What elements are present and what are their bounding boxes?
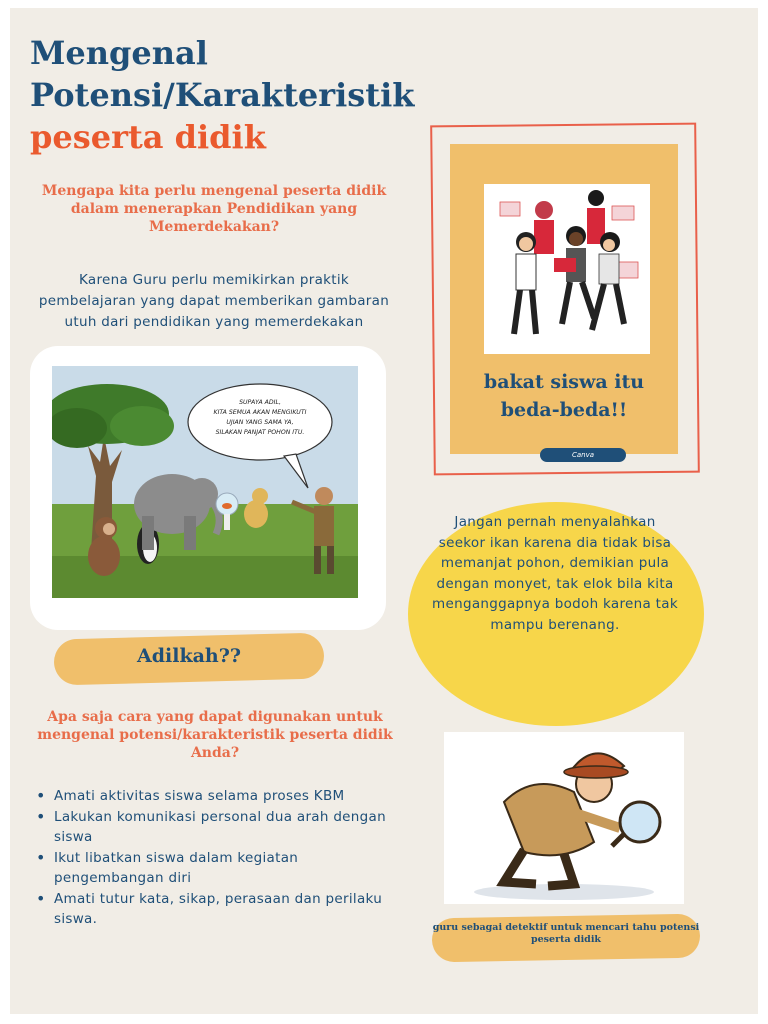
adilkah-label: Adilkah?? [136, 645, 242, 667]
detective-teacher-illustration [444, 732, 684, 904]
question-why: Mengapa kita perlu mengenal peserta didik dalam menerapkan Pendidikan yang Memerdekakan? [41, 183, 387, 235]
title-line-3: peserta didik [30, 118, 266, 156]
detective-caption: guru sebagai detektif untuk mencari tahu potensi peserta didik [432, 922, 700, 945]
list-item: • Amati aktivitas siswa selama proses KBM [34, 786, 404, 807]
bakat-heading: bakat siswa itu beda-beda!! [483, 371, 645, 421]
speech-line-1: SUPAYA ADIL, [239, 399, 281, 406]
fair-test-cartoon-illustration [52, 366, 358, 598]
canva-badge: Canva [540, 448, 626, 462]
methods-list [34, 786, 404, 930]
list-item: • Amati tutur kata, sikap, perasaan dan perilaku siswa. [34, 889, 404, 930]
speech-line-3: UJIAN YANG SAMA YA, [226, 419, 294, 426]
diverse-students-illustration [484, 184, 650, 354]
title-line-2: Potensi/Karakteristik [30, 76, 415, 114]
fish-monkey-quote: Jangan pernah menyalahkan seekor ikan karena dia tidak bisa memanjat pohon, demikian pula dengan monyet, tak elok bila kita menganggapnya bodoh karena tak mampu berenang. [432, 514, 678, 633]
speech-line-2: KITA SEMUA AKAN MENGIKUTI [213, 409, 307, 416]
answer-why: Karena Guru perlu memikirkan praktik pembelajaran yang dapat memberikan gambaran utuh dari pendidikan yang memerdekakan [38, 272, 390, 330]
question-how: Apa saja cara yang dapat digunakan untuk mengenal potensi/karakteristik peserta didik Anda? [37, 709, 393, 761]
list-item: • Ikut libatkan siswa dalam kegiatan pengembangan diri [34, 848, 404, 889]
page-title [30, 32, 414, 158]
speech-line-4: SILAKAN PANJAT POHON ITU. [215, 429, 305, 436]
list-item: • Lakukan komunikasi personal dua arah dengan siswa [34, 807, 404, 848]
title-line-1: Mengenal [30, 34, 208, 72]
cartoon-card [30, 346, 386, 630]
